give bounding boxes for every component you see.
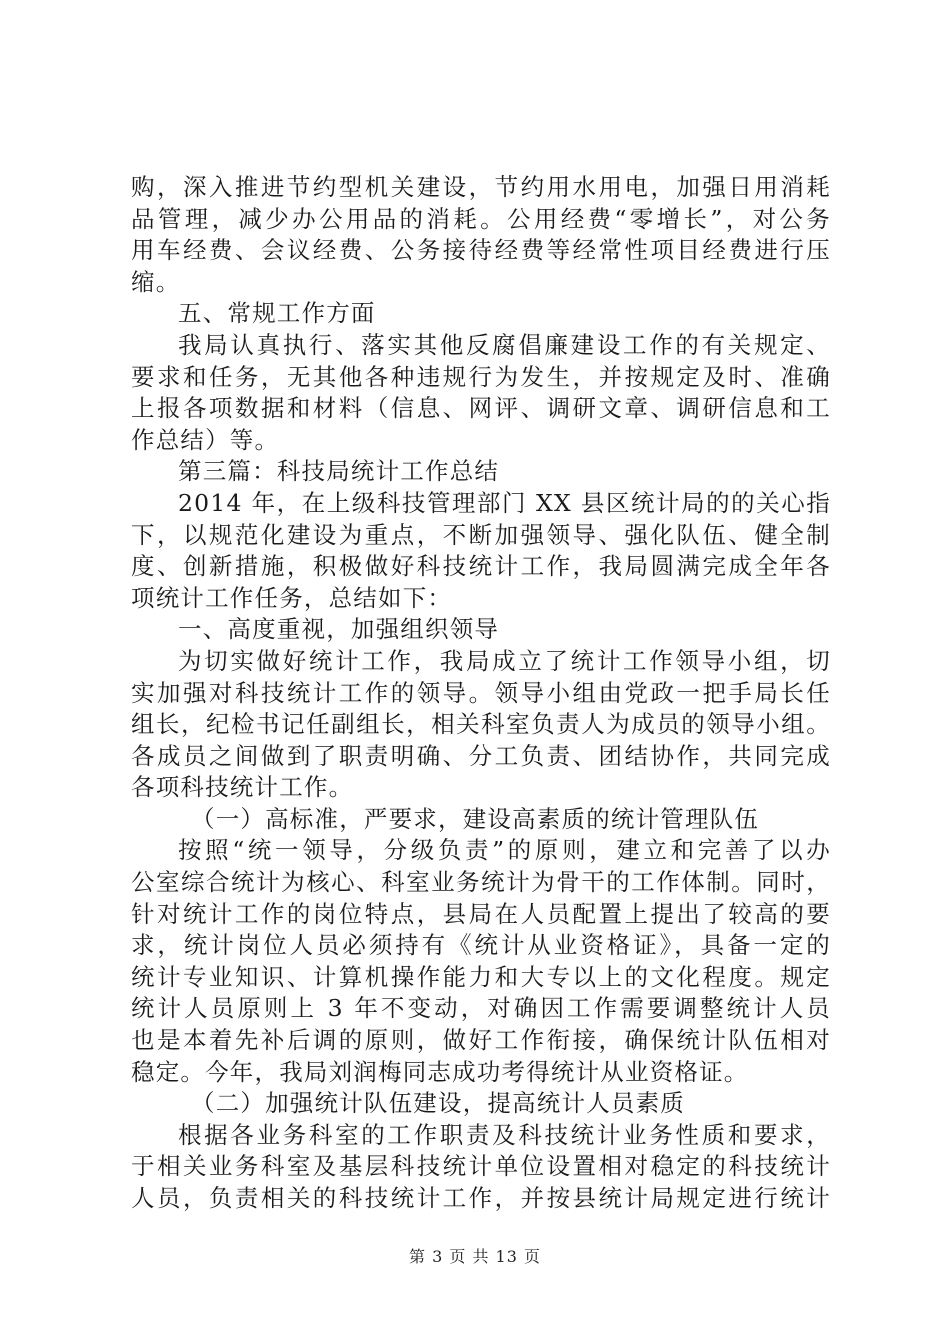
text-line: 度、创新措施，积极做好科技统计工作，我局圆满完成全年各: [131, 552, 831, 581]
text-line: 针对统计工作的岗位特点，县局在人员配置上提出了较高的要: [131, 899, 831, 928]
text-line: 于相关业务科室及基层科技统计单位设置相对稳定的科技统计: [131, 1152, 831, 1181]
text-line: 要求和任务，无其他各种违规行为发生，并按规定及时、准确: [131, 362, 831, 391]
text-line: 实加强对科技统计工作的领导。领导小组由党政一把手局长任: [131, 678, 831, 707]
text-line: 各项科技统计工作。: [131, 773, 354, 802]
text-line: 用车经费、会议经费、公务接待经费等经常性项目经费进行压: [131, 236, 831, 265]
section-heading: 一、高度重视，加强组织领导: [178, 615, 500, 644]
text-line: 人员，负责相关的科技统计工作，并按县统计局规定进行统计: [131, 1184, 831, 1212]
text-line: 上报各项数据和材料（信息、网评、调研文章、调研信息和工: [131, 394, 831, 423]
text-line: 求，统计岗位人员必须持有《统计从业资格证》，具备一定的: [131, 931, 831, 960]
chapter-heading: 第三篇：科技局统计工作总结: [178, 457, 500, 486]
subsection-heading: （一）高标准，严要求，建设高素质的统计管理队伍: [191, 804, 760, 833]
text-line: 各成员之间做到了职责明确、分工负责、团结协作，共同完成: [131, 741, 831, 770]
subsection-heading: （二）加强统计队伍建设，提高统计人员素质: [191, 1089, 685, 1118]
text-line: 2014 年，在上级科技管理部门 XX 县区统计局的的关心指: [178, 488, 831, 517]
text-line: 作总结）等。: [131, 425, 280, 454]
text-line: 组长，纪检书记任副组长，相关科室负责人为成员的领导小组。: [131, 710, 831, 739]
text-line: 下，以规范化建设为重点，不断加强领导、强化队伍、健全制: [131, 520, 831, 549]
text-line: 为切实做好统计工作，我局成立了统计工作领导小组，切: [178, 646, 831, 675]
section-heading: 五、常规工作方面: [178, 299, 376, 328]
text-line: 也是本着先补后调的原则，做好工作衔接，确保统计队伍相对: [131, 1026, 831, 1055]
text-line: 项统计工作任务，总结如下：: [131, 583, 453, 612]
text-line: 公室综合统计为核心、科室业务统计为骨干的工作体制。同时，: [131, 868, 831, 897]
text-line: 统计人员原则上 3 年不变动，对确因工作需要调整统计人员: [131, 994, 831, 1023]
text-line: 品管理，减少办公用品的消耗。公用经费“零增长”，对公务: [131, 204, 831, 233]
page-footer: 第 3 页 共 13 页: [409, 1247, 541, 1266]
text-line: 购，深入推进节约型机关建设，节约用水用电，加强日用消耗: [131, 173, 831, 201]
text-line: 我局认真执行、落实其他反腐倡廉建设工作的有关规定、: [178, 330, 831, 359]
text-line: 统计专业知识、计算机操作能力和大专以上的文化程度。规定: [131, 962, 831, 991]
text-line: 根据各业务科室的工作职责及科技统计业务性质和要求，: [178, 1120, 831, 1149]
text-line: 稳定。今年，我局刘润梅同志成功考得统计从业资格证。: [131, 1057, 749, 1086]
text-line: 缩。: [131, 267, 181, 296]
document-body: [131, 172, 831, 1215]
text-line: 按照“统一领导，分级负责”的原则，建立和完善了以办: [178, 836, 831, 865]
